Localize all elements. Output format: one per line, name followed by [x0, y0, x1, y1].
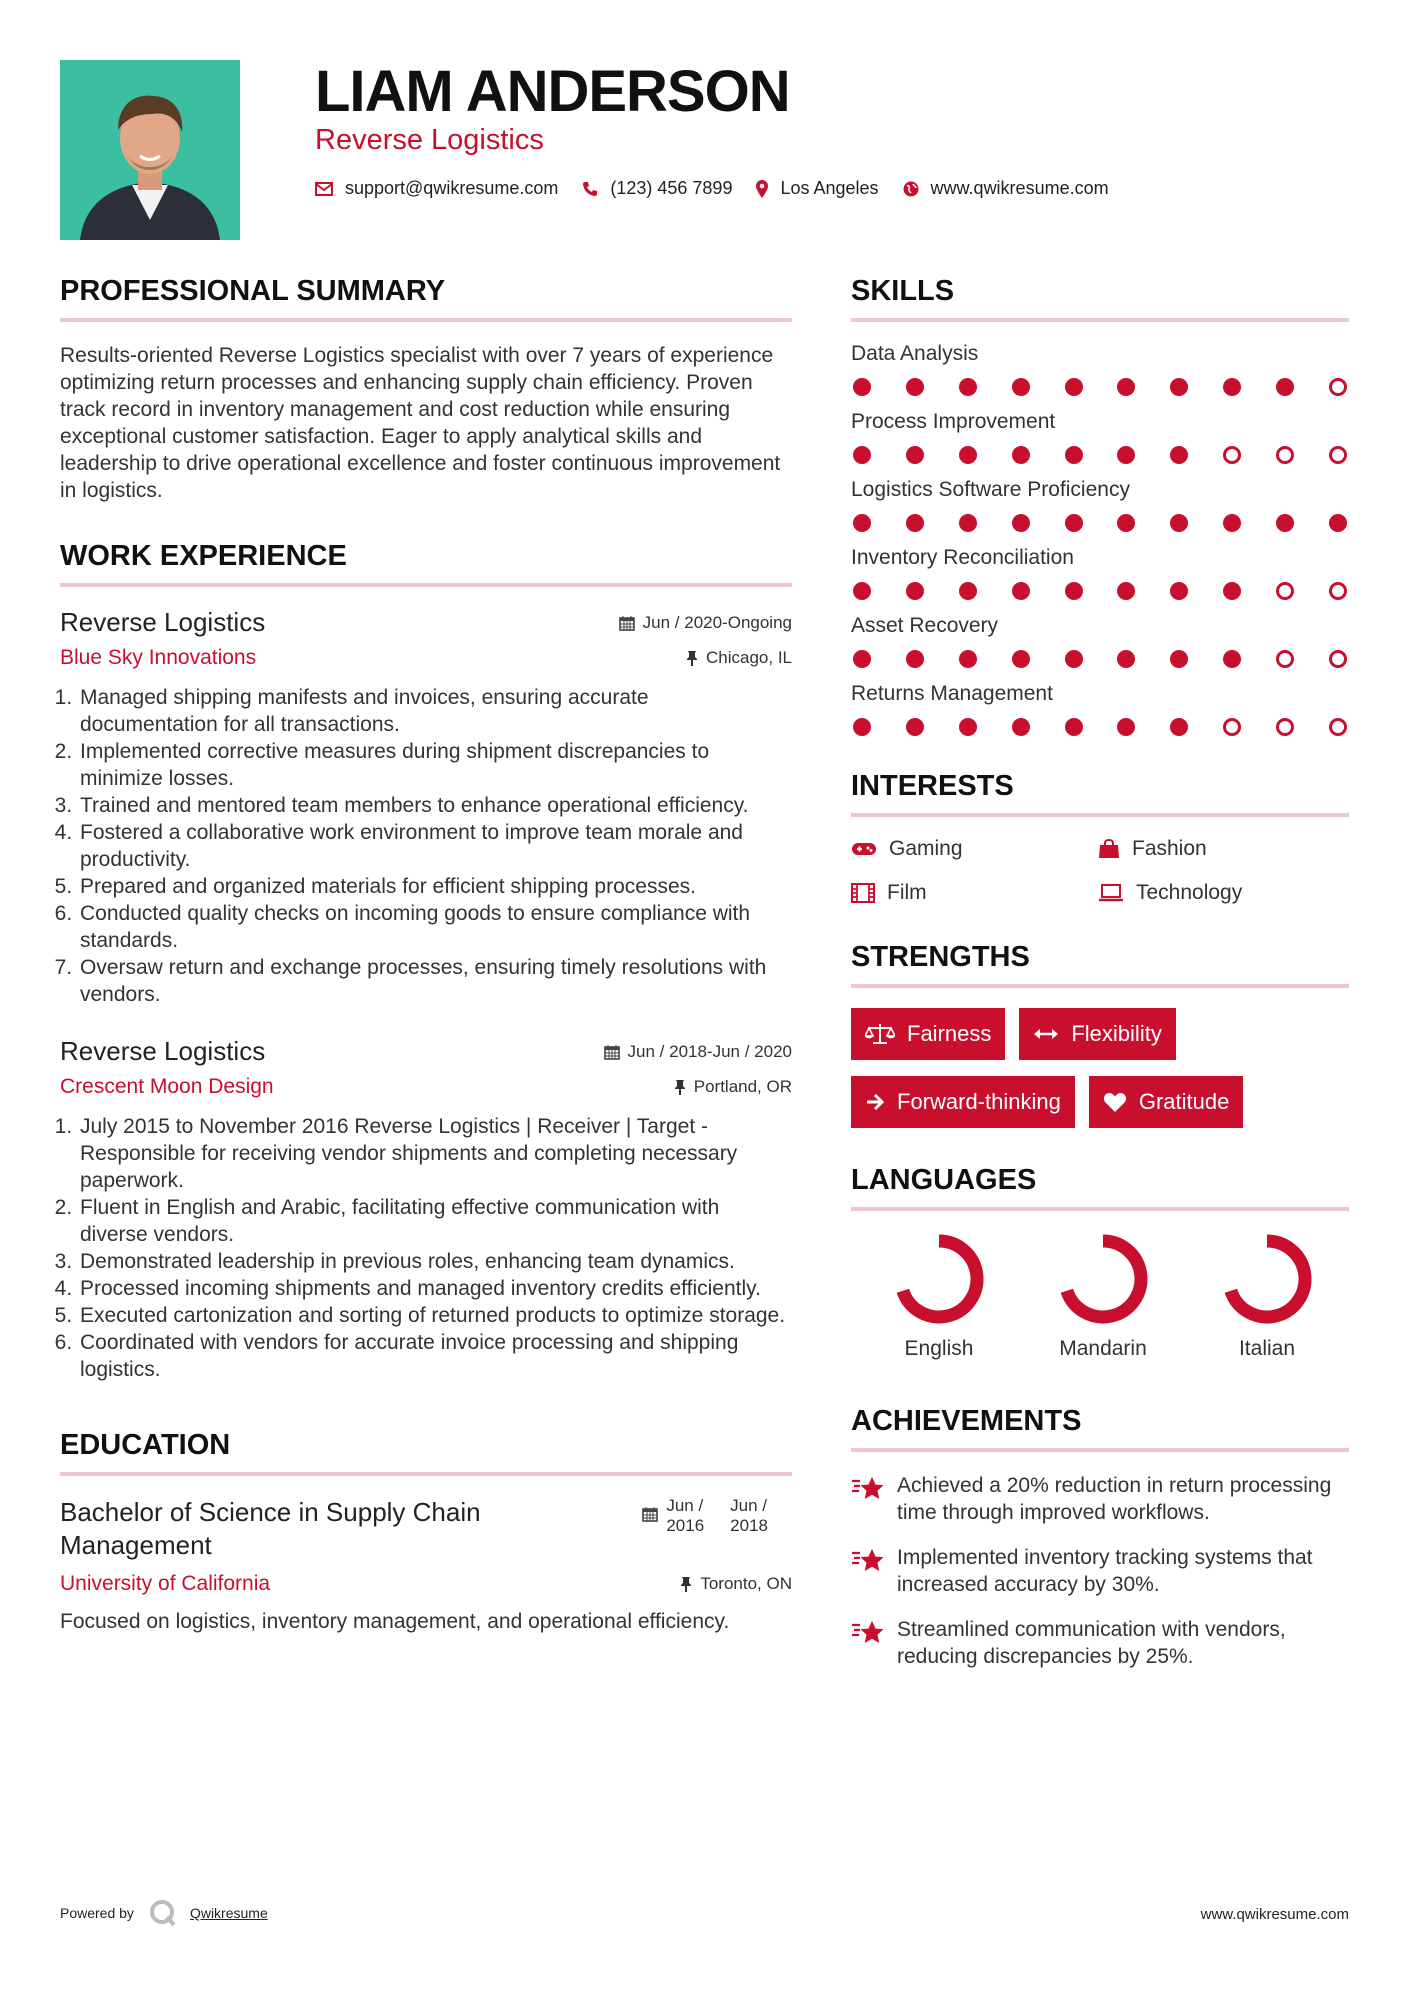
rating-dot-empty — [1276, 650, 1294, 668]
skill-item — [851, 342, 1349, 396]
map-marker-icon — [756, 180, 768, 198]
rating-dot-filled — [1223, 650, 1241, 668]
strength-label: Gratitude — [1138, 1089, 1230, 1114]
rating-dot-filled — [906, 650, 924, 668]
skill-name: Data Analysis — [851, 342, 979, 365]
skill-item — [851, 410, 1349, 464]
skill-rating — [851, 718, 1349, 736]
strength-badge — [1089, 1076, 1244, 1128]
interest-item — [851, 837, 1098, 861]
rating-dot-filled — [1170, 650, 1188, 668]
rating-dot-filled — [1170, 582, 1188, 600]
rating-dot-empty — [1329, 378, 1347, 396]
list-item: 4. Processed incoming shipments and managed inventory credits efficiently. — [78, 1275, 792, 1302]
rating-dot-filled — [1223, 582, 1241, 600]
skill-rating — [851, 378, 1349, 396]
job-dates-text: Jun / 2020-Ongoing — [642, 612, 792, 632]
languages-heading: LANGUAGES — [851, 1164, 1349, 1211]
rating-dot-filled — [906, 718, 924, 736]
rating-dot-filled — [1223, 514, 1241, 532]
candidate-title: Reverse Logistics — [315, 124, 544, 156]
rating-dot-filled — [853, 378, 871, 396]
profile-photo — [60, 60, 240, 240]
language-gauge-arc — [1231, 1241, 1305, 1317]
strength-badge — [1019, 1008, 1175, 1060]
language-gauge-arc — [1067, 1241, 1141, 1317]
rating-dot-filled — [1117, 718, 1135, 736]
job-company: Blue Sky Innovations — [60, 646, 257, 669]
rating-dot-empty — [1329, 582, 1347, 600]
rating-dot-filled — [1065, 446, 1083, 464]
education-location — [680, 1574, 792, 1594]
rating-dot-filled — [1012, 514, 1030, 532]
interest-item — [851, 881, 1098, 905]
rating-dot-filled — [1065, 718, 1083, 736]
rating-dot-filled — [1276, 378, 1294, 396]
job-duties — [60, 1113, 792, 1383]
list-item: 6. Conducted quality checks on incoming goods to ensure compliance with standards. — [78, 900, 792, 954]
arrow-right-icon — [865, 1092, 885, 1112]
skill-item — [851, 478, 1349, 532]
start-year: 2016 — [666, 1516, 705, 1535]
education-heading: EDUCATION — [60, 1429, 792, 1476]
rating-dot-filled — [853, 650, 871, 668]
right-column — [851, 275, 1349, 1688]
rating-dot-filled — [1065, 514, 1083, 532]
language-gauge — [1055, 1231, 1151, 1327]
job-title: Reverse Logistics — [60, 1036, 266, 1066]
list-item: 3. Trained and mentored team members to enhance operational efficiency. — [78, 792, 792, 819]
phone-icon — [582, 181, 598, 197]
contact-website-text: www.qwikresume.com — [930, 178, 1109, 198]
envelope-icon — [315, 182, 333, 196]
rating-dot-filled — [1117, 446, 1135, 464]
pushpin-icon — [680, 1576, 692, 1592]
contact-bar — [315, 178, 1133, 199]
interest-label: Gaming — [889, 837, 963, 860]
rating-dot-filled — [853, 582, 871, 600]
rating-dot-filled — [906, 378, 924, 396]
job-location-text: Portland, OR — [693, 1077, 792, 1096]
rating-dot-filled — [1170, 378, 1188, 396]
rating-dot-empty — [1276, 446, 1294, 464]
list-item: 6. Coordinated with vendors for accurate invoice processing and shipping logistics. — [78, 1329, 792, 1383]
rating-dot-empty — [1329, 650, 1347, 668]
rating-dot-empty — [1223, 718, 1241, 736]
contact-email-text: support@qwikresume.com — [345, 178, 559, 198]
achievements-heading: ACHIEVEMENTS — [851, 1405, 1349, 1452]
rating-dot-filled — [959, 582, 977, 600]
list-item: 4. Fostered a collaborative work environment to improve team morale and productivity. — [78, 819, 792, 873]
shopping-bag-icon — [1098, 839, 1120, 859]
skill-rating — [851, 514, 1349, 532]
end-month: Jun / — [730, 1496, 768, 1515]
rating-dot-filled — [906, 582, 924, 600]
rating-dot-filled — [1117, 378, 1135, 396]
skills-heading: SKILLS — [851, 275, 1349, 322]
experience-heading: WORK EXPERIENCE — [60, 540, 792, 587]
rating-dot-filled — [1012, 378, 1030, 396]
laptop-icon — [1098, 884, 1124, 902]
strengths-section — [851, 941, 1349, 1128]
job-location-text: Chicago, IL — [706, 648, 792, 667]
footer-powered-by — [60, 1898, 268, 1928]
footer-website[interactable]: www.qwikresume.com — [1200, 1906, 1349, 1923]
skill-name: Inventory Reconciliation — [851, 546, 1074, 569]
qwikresume-logo-icon — [148, 1898, 178, 1928]
degree-title: Bachelor of Science in Supply Chain Management — [60, 1497, 481, 1560]
summary-text: Results-oriented Reverse Logistics specialist with over 7 years of experience optimizing return processes and enhancing supply chain efficiency. Proven track record in inventory management and cost reduction while ensuring exceptional customer satisfaction. Eager to apply analytical skills and leadership to drive operational excellence and foster continuous improvement in logistics. — [60, 344, 781, 502]
list-item: 2. Fluent in English and Arabic, facilitating effective communication with diverse vendors. — [78, 1194, 792, 1248]
skills-list — [851, 342, 1349, 736]
interest-item — [1098, 837, 1345, 861]
rating-dot-filled — [1065, 378, 1083, 396]
skill-name: Asset Recovery — [851, 614, 999, 637]
contact-phone-text: (123) 456 7899 — [610, 178, 733, 198]
rating-dot-filled — [959, 378, 977, 396]
list-item: 2. Implemented corrective measures during shipment discrepancies to minimize losses. — [78, 738, 792, 792]
interests-section — [851, 770, 1349, 905]
contact-website[interactable] — [903, 178, 1109, 199]
rating-dot-filled — [906, 446, 924, 464]
language-gauge-arc — [903, 1241, 977, 1317]
pushpin-icon — [686, 650, 698, 666]
rating-dot-filled — [1329, 514, 1347, 532]
rating-dot-filled — [1065, 582, 1083, 600]
skill-name: Returns Management — [851, 682, 1053, 705]
star-icon — [851, 1620, 885, 1646]
contact-phone[interactable] — [582, 178, 732, 199]
person-portrait-icon — [60, 60, 240, 240]
rating-dot-filled — [1170, 446, 1188, 464]
language-name: Italian — [1238, 1337, 1296, 1360]
gamepad-icon — [851, 841, 877, 857]
language-item — [1021, 1231, 1185, 1361]
calendar-icon — [642, 1506, 658, 1522]
rating-dot-filled — [959, 718, 977, 736]
rating-dot-filled — [853, 446, 871, 464]
job-location — [686, 648, 792, 668]
interest-label: Film — [887, 881, 927, 904]
language-gauge — [1219, 1231, 1315, 1327]
language-gauge — [891, 1231, 987, 1327]
strength-badge — [851, 1076, 1075, 1128]
rating-dot-filled — [1117, 514, 1135, 532]
language-item — [857, 1231, 1021, 1361]
achievement-text: Achieved a 20% reduction in return processing time through improved workflows. — [897, 1474, 1332, 1524]
rating-dot-filled — [906, 514, 924, 532]
rating-dot-filled — [853, 718, 871, 736]
achievement-text: Streamlined communication with vendors, reducing discrepancies by 25%. — [897, 1618, 1286, 1668]
summary-section — [60, 275, 792, 504]
strength-label: Fairness — [907, 1021, 992, 1046]
rating-dot-filled — [1012, 650, 1030, 668]
interest-label: Technology — [1136, 881, 1243, 904]
star-icon — [851, 1476, 885, 1502]
interests-heading: INTERESTS — [851, 770, 1349, 817]
interest-label: Fashion — [1132, 837, 1207, 860]
rating-dot-filled — [1012, 718, 1030, 736]
film-icon — [851, 883, 875, 903]
rating-dot-filled — [1170, 514, 1188, 532]
experience-section — [60, 540, 792, 1383]
strength-label: Forward-thinking — [897, 1089, 1061, 1114]
languages-list — [851, 1231, 1349, 1361]
rating-dot-filled — [1170, 718, 1188, 736]
candidate-name: LIAM ANDERSON — [315, 59, 790, 124]
rating-dot-filled — [1012, 446, 1030, 464]
arrows-horizontal-icon — [1033, 1027, 1059, 1041]
strength-badge — [851, 1008, 1005, 1060]
language-item — [1185, 1231, 1349, 1361]
skill-name: Logistics Software Proficiency — [851, 478, 1130, 501]
rating-dot-filled — [959, 650, 977, 668]
skill-rating — [851, 446, 1349, 464]
education-description: Focused on logistics, inventory management, and operational efficiency. — [60, 1610, 730, 1633]
job-dates — [604, 1042, 792, 1062]
pushpin-icon — [674, 1079, 686, 1095]
job-entry — [60, 1036, 792, 1383]
list-item: 5. Executed cartonization and sorting of returned products to optimize storage. — [78, 1302, 792, 1329]
globe-icon — [903, 181, 919, 197]
language-name: Mandarin — [1059, 1337, 1147, 1360]
education-section — [60, 1429, 792, 1635]
end-year: 2018 — [730, 1516, 768, 1535]
list-item: 1. July 2015 to November 2016 Reverse Logistics | Receiver | Target - Responsible for receiving vendor shipments and completing necessary paperwork. — [78, 1113, 792, 1194]
school-name: University of California — [60, 1572, 271, 1595]
rating-dot-filled — [1117, 650, 1135, 668]
skill-rating — [851, 582, 1349, 600]
skill-item — [851, 682, 1349, 736]
qwikresume-link[interactable]: Qwikresume — [189, 1905, 268, 1921]
skill-rating — [851, 650, 1349, 668]
start-month: Jun / — [666, 1496, 704, 1515]
rating-dot-filled — [1012, 582, 1030, 600]
achievement-item — [851, 1472, 1349, 1526]
strengths-heading: STRENGTHS — [851, 941, 1349, 988]
left-column — [60, 275, 792, 1635]
skill-item — [851, 546, 1349, 600]
achievement-text: Implemented inventory tracking systems that increased accuracy by 30%. — [897, 1546, 1313, 1596]
achievements-section — [851, 1405, 1349, 1670]
rating-dot-empty — [1276, 582, 1294, 600]
rating-dot-filled — [959, 446, 977, 464]
education-location-text: Toronto, ON — [700, 1574, 792, 1593]
job-entry — [60, 607, 792, 1008]
job-company: Crescent Moon Design — [60, 1075, 274, 1098]
contact-location — [756, 178, 878, 199]
summary-heading: PROFESSIONAL SUMMARY — [60, 275, 792, 322]
contact-location-text: Los Angeles — [780, 178, 879, 198]
job-duties — [60, 684, 792, 1008]
job-dates — [619, 613, 792, 633]
contact-email[interactable] — [315, 178, 558, 199]
rating-dot-empty — [1329, 446, 1347, 464]
achievement-item — [851, 1544, 1349, 1598]
list-item: 1. Managed shipping manifests and invoices, ensuring accurate documentation for all transactions. — [78, 684, 792, 738]
list-item: 7. Oversaw return and exchange processes, ensuring timely resolutions with vendors. — [78, 954, 792, 1008]
language-name: English — [904, 1337, 974, 1360]
calendar-icon — [604, 1044, 620, 1060]
job-title: Reverse Logistics — [60, 607, 266, 637]
rating-dot-filled — [959, 514, 977, 532]
skills-section — [851, 275, 1349, 736]
languages-section — [851, 1164, 1349, 1361]
rating-dot-filled — [853, 514, 871, 532]
rating-dot-filled — [1117, 582, 1135, 600]
job-location — [674, 1077, 792, 1097]
skill-name: Process Improvement — [851, 410, 1056, 433]
achievement-item — [851, 1616, 1349, 1670]
calendar-icon — [619, 615, 635, 631]
heart-icon — [1103, 1091, 1127, 1113]
education-dates — [642, 1496, 792, 1536]
strength-label: Flexibility — [1071, 1021, 1162, 1046]
interest-item — [1098, 881, 1345, 905]
job-dates-text: Jun / 2018-Jun / 2020 — [627, 1041, 792, 1061]
powered-by-text: Powered by — [60, 1905, 134, 1921]
balance-scale-icon — [865, 1023, 895, 1045]
rating-dot-filled — [1276, 514, 1294, 532]
rating-dot-empty — [1329, 718, 1347, 736]
list-item: 5. Prepared and organized materials for efficient shipping processes. — [78, 873, 792, 900]
star-icon — [851, 1548, 885, 1574]
rating-dot-empty — [1223, 446, 1241, 464]
rating-dot-empty — [1276, 718, 1294, 736]
skill-item — [851, 614, 1349, 668]
achievements-list — [851, 1472, 1349, 1670]
list-item: 3. Demonstrated leadership in previous roles, enhancing team dynamics. — [78, 1248, 792, 1275]
rating-dot-filled — [1223, 378, 1241, 396]
rating-dot-filled — [1065, 650, 1083, 668]
